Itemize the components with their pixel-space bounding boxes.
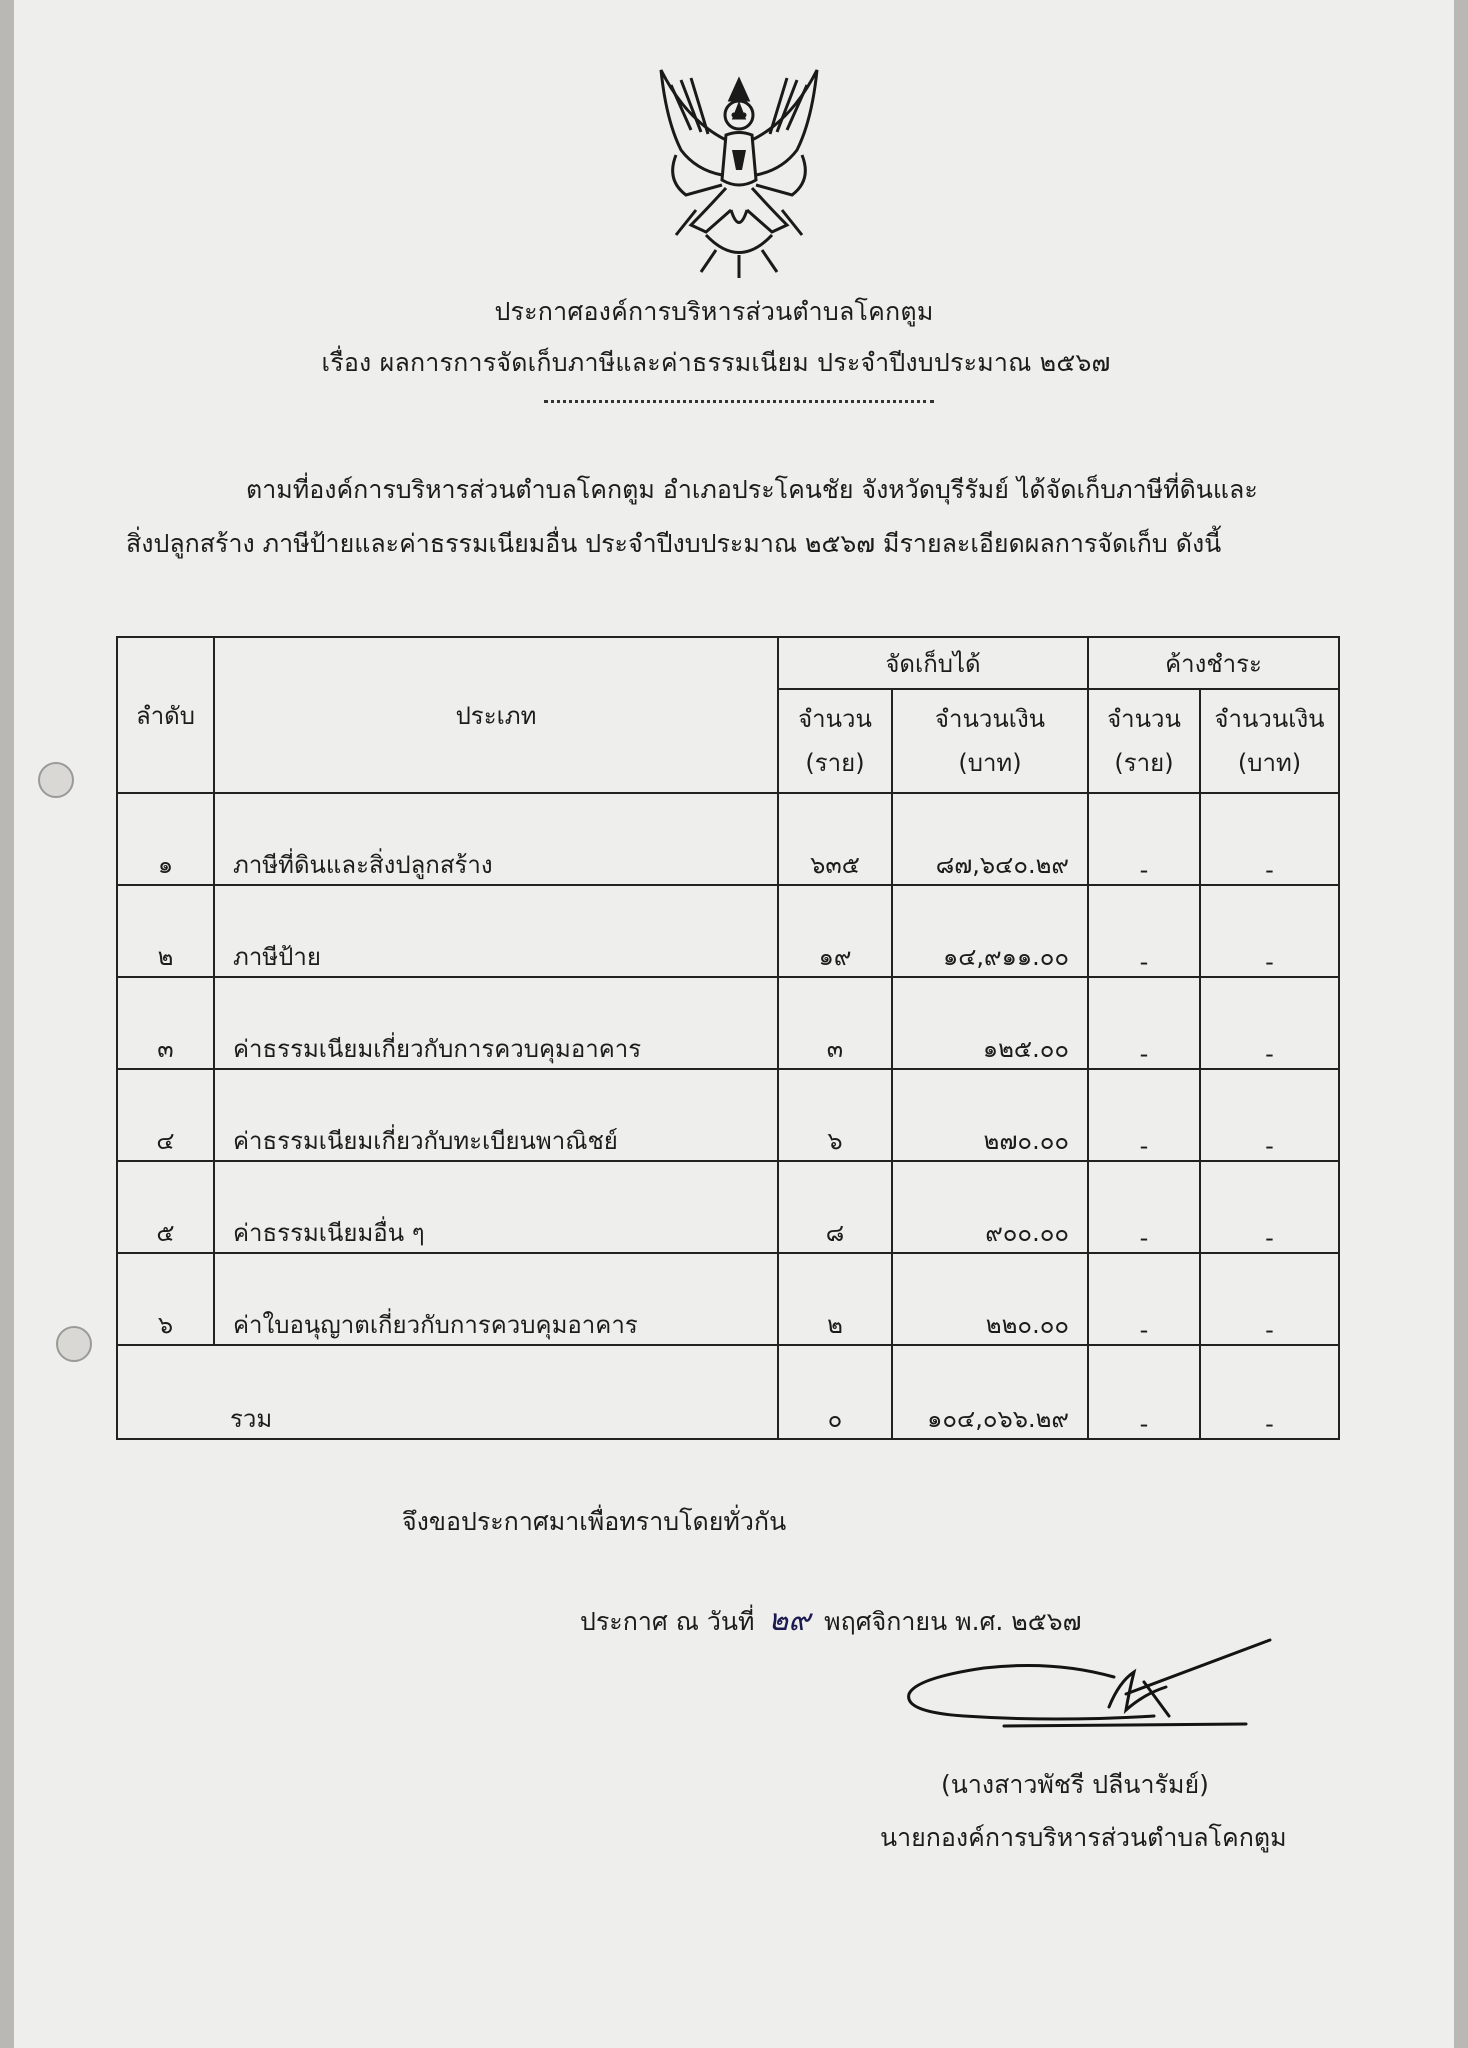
total-due-count: - (1088, 1345, 1200, 1439)
header-collected: จัดเก็บได้ (778, 637, 1088, 689)
total-label: รวม (117, 1345, 778, 1439)
row-type: ภาษีที่ดินและสิ่งปลูกสร้าง (214, 793, 778, 885)
total-amount: ๑๐๔,๐๖๖.๒๙ (892, 1345, 1088, 1439)
row-due-count: - (1088, 885, 1200, 977)
total-due-amount: - (1200, 1345, 1339, 1439)
row-due-amount: - (1200, 1161, 1339, 1253)
row-type: ค่าใบอนุญาตเกี่ยวกับการควบคุมอาคาร (214, 1253, 778, 1345)
row-amount: ๑๔,๙๑๑.๐๐ (892, 885, 1088, 977)
row-due-count: - (1088, 1161, 1200, 1253)
row-due-count: - (1088, 1253, 1200, 1345)
row-no: ๕ (117, 1161, 214, 1253)
row-amount: ๑๒๕.๐๐ (892, 977, 1088, 1069)
document-page (14, 0, 1454, 2048)
row-due-amount: - (1200, 885, 1339, 977)
row-no: ๓ (117, 977, 214, 1069)
handwritten-signature (904, 1632, 1274, 1732)
header-outstanding-count: จำนวน (ราย) (1088, 689, 1200, 793)
document-subject: เรื่อง ผลการการจัดเก็บภาษีและค่าธรรมเนียม ประจำปีงบประมาณ ๒๕๖๗ (321, 348, 1111, 377)
table-row (117, 793, 1339, 885)
table-row (117, 885, 1339, 977)
row-due-amount: - (1200, 977, 1339, 1069)
row-due-count: - (1088, 793, 1200, 885)
announce-suffix: พฤศจิกายน พ.ศ. ๒๕๖๗ (824, 1607, 1082, 1636)
row-due-count: - (1088, 977, 1200, 1069)
table-row (117, 977, 1339, 1069)
row-count: ๑๙ (778, 885, 892, 977)
header-no: ลำดับ (117, 637, 214, 793)
row-count: ๓ (778, 977, 892, 1069)
row-no: ๑ (117, 793, 214, 885)
intro-line-2: สิ่งปลูกสร้าง ภาษีป้ายและค่าธรรมเนียมอื่น ประจำปีงบประมาณ ๒๕๖๗ มีรายละเอียดผลการจัดเก็บ ดังนี้ (126, 529, 1222, 558)
signer-name: (นางสาวพัชรี ปลีนารัมย์) (941, 1770, 1209, 1799)
punch-hole (56, 1326, 92, 1362)
header-outstanding: ค้างชำระ (1088, 637, 1339, 689)
row-due-count: - (1088, 1069, 1200, 1161)
announce-prefix: ประกาศ ณ วันที่ (580, 1607, 755, 1636)
table-row (117, 1253, 1339, 1345)
row-amount: ๒๗๐.๐๐ (892, 1069, 1088, 1161)
row-count: ๖ (778, 1069, 892, 1161)
table-row (117, 1161, 1339, 1253)
row-count: ๒ (778, 1253, 892, 1345)
row-due-amount: - (1200, 1253, 1339, 1345)
garuda-emblem (646, 60, 832, 280)
row-no: ๖ (117, 1253, 214, 1345)
row-type: ค่าธรรมเนียมเกี่ยวกับทะเบียนพาณิชย์ (214, 1069, 778, 1161)
row-amount: ๙๐๐.๐๐ (892, 1161, 1088, 1253)
row-type: ค่าธรรมเนียมเกี่ยวกับการควบคุมอาคาร (214, 977, 778, 1069)
row-due-amount: - (1200, 793, 1339, 885)
table-total-row (117, 1345, 1339, 1439)
dotted-separator (544, 400, 934, 403)
row-count: ๖๓๕ (778, 793, 892, 885)
header-collected-amount: จำนวนเงิน (บาท) (892, 689, 1088, 793)
row-no: ๒ (117, 885, 214, 977)
table-row (117, 1069, 1339, 1161)
row-amount: ๒๒๐.๐๐ (892, 1253, 1088, 1345)
row-amount: ๘๗,๖๔๐.๒๙ (892, 793, 1088, 885)
header-collected-count: จำนวน (ราย) (778, 689, 892, 793)
punch-hole (38, 762, 74, 798)
row-count: ๘ (778, 1161, 892, 1253)
closing-statement: จึงขอประกาศมาเพื่อทราบโดยทั่วกัน (402, 1507, 787, 1536)
row-no: ๔ (117, 1069, 214, 1161)
header-type: ประเภท (214, 637, 778, 793)
tax-collection-table (116, 636, 1340, 1440)
signer-position: นายกองค์การบริหารส่วนตำบลโคกตูม (880, 1823, 1287, 1852)
row-due-amount: - (1200, 1069, 1339, 1161)
announce-day: ๒๙ (768, 1603, 811, 1638)
header-outstanding-amount: จำนวนเงิน (บาท) (1200, 689, 1339, 793)
intro-line-1: ตามที่องค์การบริหารส่วนตำบลโคกตูม อำเภอประโคนชัย จังหวัดบุรีรัมย์ ได้จัดเก็บภาษีที่ดินและ (246, 475, 1258, 504)
total-count: ๐ (778, 1345, 892, 1439)
document-title: ประกาศองค์การบริหารส่วนตำบลโคกตูม (494, 297, 934, 326)
row-type: ภาษีป้าย (214, 885, 778, 977)
row-type: ค่าธรรมเนียมอื่น ๆ (214, 1161, 778, 1253)
